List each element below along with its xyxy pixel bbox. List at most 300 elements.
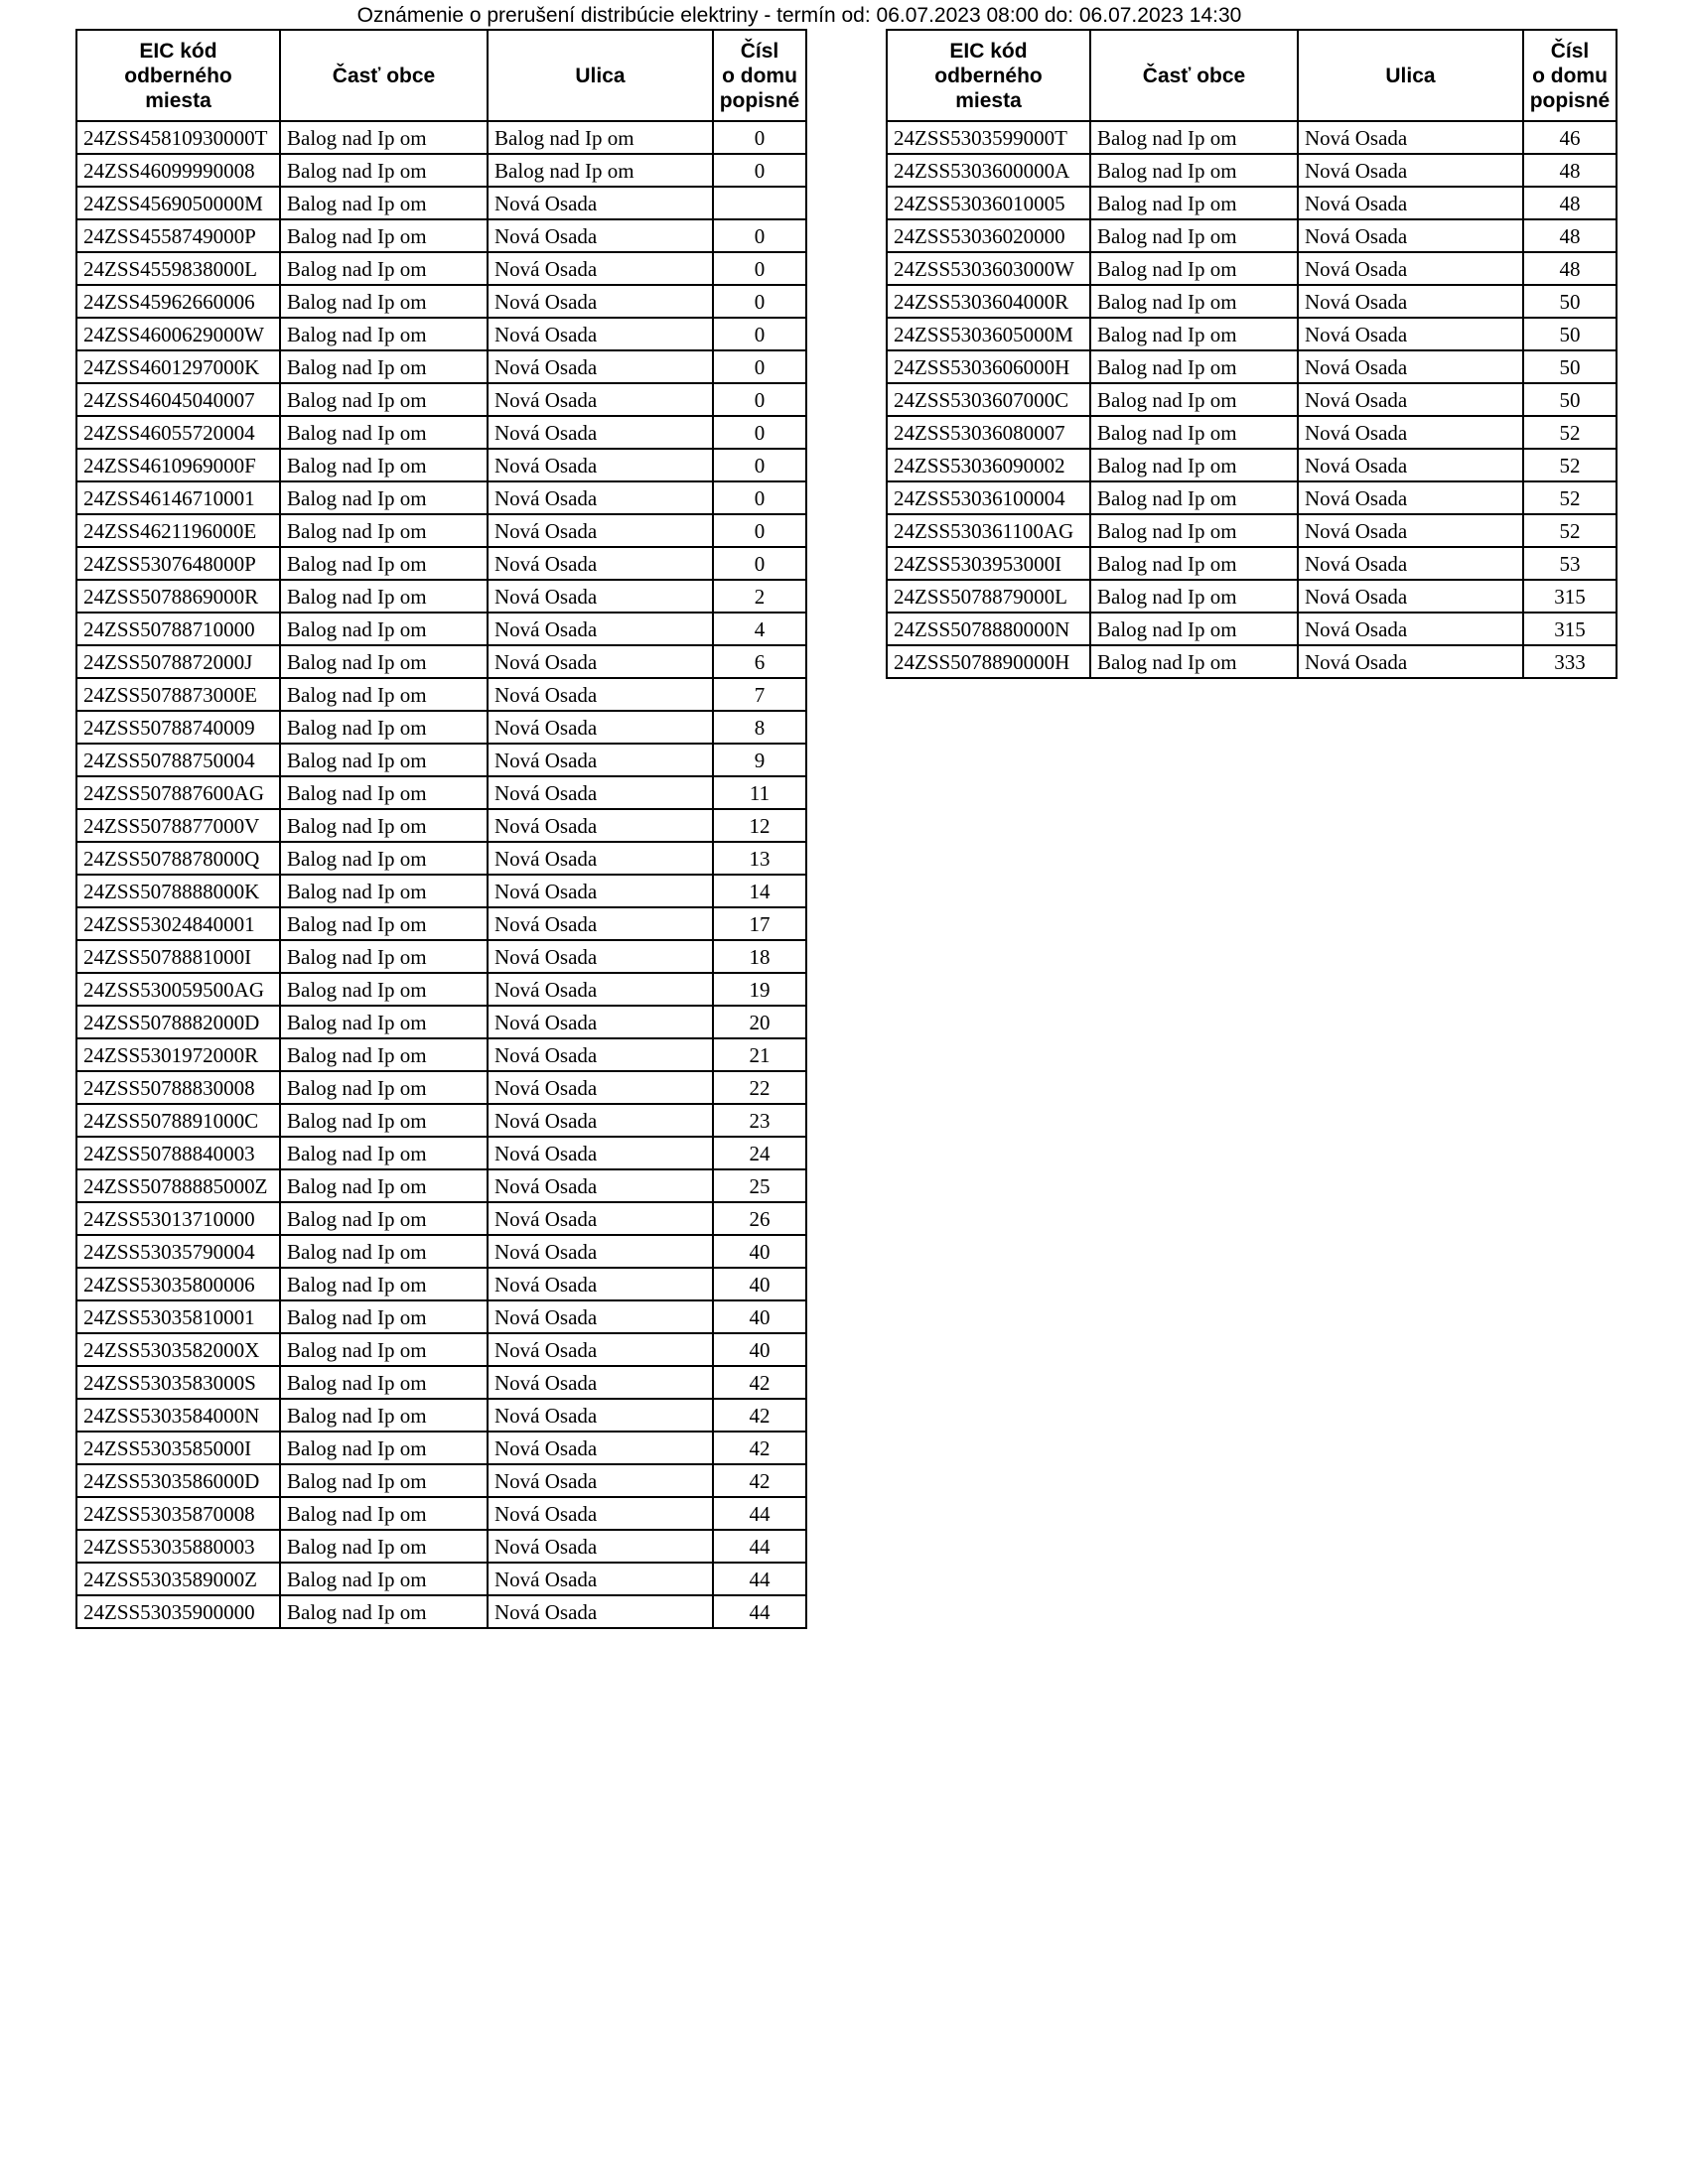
cell-street: Nová Osada bbox=[488, 1137, 713, 1169]
cell-eic: 24ZSS50788830008 bbox=[76, 1071, 280, 1104]
outage-table-left bbox=[75, 29, 807, 1629]
cell-eic: 24ZSS5303585000I bbox=[76, 1432, 280, 1464]
cell-street: Nová Osada bbox=[1298, 481, 1523, 514]
cell-number: 0 bbox=[713, 219, 806, 252]
cell-part: Balog nad Ip om bbox=[280, 1006, 488, 1038]
cell-number: 44 bbox=[713, 1563, 806, 1595]
table-row bbox=[887, 645, 1617, 678]
cell-part: Balog nad Ip om bbox=[1090, 613, 1298, 645]
cell-eic: 24ZSS53035790004 bbox=[76, 1235, 280, 1268]
cell-part: Balog nad Ip om bbox=[280, 1432, 488, 1464]
cell-eic: 24ZSS53035870008 bbox=[76, 1497, 280, 1530]
cell-street: Nová Osada bbox=[488, 285, 713, 318]
cell-eic: 24ZSS5078879000L bbox=[887, 580, 1090, 613]
cell-eic: 24ZSS46146710001 bbox=[76, 481, 280, 514]
header-part: Časť obce bbox=[1090, 30, 1298, 121]
cell-street: Nová Osada bbox=[488, 613, 713, 645]
cell-eic: 24ZSS4569050000M bbox=[76, 187, 280, 219]
cell-eic: 24ZSS4601297000K bbox=[76, 350, 280, 383]
cell-street: Nová Osada bbox=[488, 1300, 713, 1333]
cell-eic: 24ZSS530059500AG bbox=[76, 973, 280, 1006]
table-row bbox=[887, 514, 1617, 547]
cell-part: Balog nad Ip om bbox=[1090, 383, 1298, 416]
cell-number: 42 bbox=[713, 1432, 806, 1464]
cell-number: 4 bbox=[713, 613, 806, 645]
cell-eic: 24ZSS5301972000R bbox=[76, 1038, 280, 1071]
cell-part: Balog nad Ip om bbox=[1090, 514, 1298, 547]
table-row bbox=[887, 580, 1617, 613]
cell-part: Balog nad Ip om bbox=[1090, 121, 1298, 154]
table-row bbox=[76, 1235, 806, 1268]
table-row bbox=[76, 1595, 806, 1628]
cell-part: Balog nad Ip om bbox=[280, 219, 488, 252]
header-eic-line3: miesta bbox=[955, 88, 1022, 112]
cell-street: Nová Osada bbox=[1298, 154, 1523, 187]
cell-part: Balog nad Ip om bbox=[280, 809, 488, 842]
table-row bbox=[76, 1006, 806, 1038]
cell-street: Nová Osada bbox=[488, 875, 713, 907]
cell-number: 18 bbox=[713, 940, 806, 973]
cell-number: 52 bbox=[1523, 449, 1617, 481]
cell-street: Nová Osada bbox=[1298, 318, 1523, 350]
cell-street: Nová Osada bbox=[488, 1497, 713, 1530]
cell-number: 50 bbox=[1523, 350, 1617, 383]
table-row bbox=[76, 1137, 806, 1169]
cell-number: 42 bbox=[713, 1464, 806, 1497]
cell-eic: 24ZSS46055720004 bbox=[76, 416, 280, 449]
table-row bbox=[76, 1399, 806, 1432]
cell-part: Balog nad Ip om bbox=[280, 350, 488, 383]
table-row bbox=[76, 187, 806, 219]
cell-street: Nová Osada bbox=[488, 711, 713, 744]
cell-eic: 24ZSS5303604000R bbox=[887, 285, 1090, 318]
cell-part: Balog nad Ip om bbox=[280, 1268, 488, 1300]
cell-number: 40 bbox=[713, 1300, 806, 1333]
cell-number: 12 bbox=[713, 809, 806, 842]
table-row bbox=[76, 252, 806, 285]
header-street: Ulica bbox=[1298, 30, 1523, 121]
cell-number: 40 bbox=[713, 1235, 806, 1268]
cell-street: Nová Osada bbox=[1298, 285, 1523, 318]
cell-part: Balog nad Ip om bbox=[1090, 219, 1298, 252]
cell-part: Balog nad Ip om bbox=[1090, 318, 1298, 350]
header-eic-line3: miesta bbox=[145, 88, 211, 112]
cell-street: Nová Osada bbox=[488, 449, 713, 481]
cell-eic: 24ZSS5078888000K bbox=[76, 875, 280, 907]
cell-street: Nová Osada bbox=[1298, 187, 1523, 219]
cell-street: Nová Osada bbox=[488, 678, 713, 711]
cell-part: Balog nad Ip om bbox=[280, 481, 488, 514]
cell-street: Nová Osada bbox=[1298, 645, 1523, 678]
cell-street: Nová Osada bbox=[1298, 121, 1523, 154]
cell-eic: 24ZSS5303600000A bbox=[887, 154, 1090, 187]
cell-street: Nová Osada bbox=[1298, 219, 1523, 252]
cell-number: 7 bbox=[713, 678, 806, 711]
cell-street: Nová Osada bbox=[488, 1399, 713, 1432]
cell-part: Balog nad Ip om bbox=[1090, 645, 1298, 678]
cell-eic: 24ZSS5303582000X bbox=[76, 1333, 280, 1366]
cell-street: Nová Osada bbox=[488, 1202, 713, 1235]
cell-street: Nová Osada bbox=[1298, 547, 1523, 580]
cell-part: Balog nad Ip om bbox=[1090, 154, 1298, 187]
cell-eic: 24ZSS530361100AG bbox=[887, 514, 1090, 547]
cell-street: Nová Osada bbox=[488, 1333, 713, 1366]
cell-street: Nová Osada bbox=[488, 1104, 713, 1137]
cell-number: 6 bbox=[713, 645, 806, 678]
cell-eic: 24ZSS5303603000W bbox=[887, 252, 1090, 285]
cell-number: 50 bbox=[1523, 383, 1617, 416]
header-row bbox=[887, 30, 1617, 121]
cell-part: Balog nad Ip om bbox=[280, 252, 488, 285]
cell-street: Nová Osada bbox=[488, 481, 713, 514]
cell-part: Balog nad Ip om bbox=[280, 645, 488, 678]
cell-number: 2 bbox=[713, 580, 806, 613]
cell-eic: 24ZSS5307648000P bbox=[76, 547, 280, 580]
table-row bbox=[76, 547, 806, 580]
cell-number: 0 bbox=[713, 285, 806, 318]
cell-eic: 24ZSS4600629000W bbox=[76, 318, 280, 350]
cell-part: Balog nad Ip om bbox=[280, 1038, 488, 1071]
table-row bbox=[76, 318, 806, 350]
cell-number: 0 bbox=[713, 547, 806, 580]
cell-eic: 24ZSS5303589000Z bbox=[76, 1563, 280, 1595]
cell-number bbox=[713, 187, 806, 219]
cell-number: 21 bbox=[713, 1038, 806, 1071]
cell-part: Balog nad Ip om bbox=[1090, 252, 1298, 285]
cell-part: Balog nad Ip om bbox=[280, 1333, 488, 1366]
header-number-line2: o domu bbox=[722, 64, 797, 87]
cell-part: Balog nad Ip om bbox=[280, 1104, 488, 1137]
table-row bbox=[76, 514, 806, 547]
table-row bbox=[76, 1563, 806, 1595]
cell-eic: 24ZSS507887600AG bbox=[76, 776, 280, 809]
cell-number: 48 bbox=[1523, 187, 1617, 219]
cell-number: 315 bbox=[1523, 613, 1617, 645]
table-row bbox=[887, 350, 1617, 383]
cell-number: 44 bbox=[713, 1497, 806, 1530]
cell-eic: 24ZSS5078890000H bbox=[887, 645, 1090, 678]
cell-eic: 24ZSS5303586000D bbox=[76, 1464, 280, 1497]
cell-eic: 24ZSS53036100004 bbox=[887, 481, 1090, 514]
cell-eic: 24ZSS5303953000I bbox=[887, 547, 1090, 580]
cell-number: 24 bbox=[713, 1137, 806, 1169]
table-row bbox=[76, 1038, 806, 1071]
cell-street: Nová Osada bbox=[488, 940, 713, 973]
cell-eic: 24ZSS53036010005 bbox=[887, 187, 1090, 219]
cell-street: Nová Osada bbox=[488, 1530, 713, 1563]
cell-part: Balog nad Ip om bbox=[280, 187, 488, 219]
cell-part: Balog nad Ip om bbox=[280, 1137, 488, 1169]
cell-street: Nová Osada bbox=[1298, 613, 1523, 645]
cell-street: Nová Osada bbox=[488, 1169, 713, 1202]
table-row bbox=[76, 1497, 806, 1530]
cell-number: 14 bbox=[713, 875, 806, 907]
cell-street: Balog nad Ip om bbox=[488, 154, 713, 187]
table-row bbox=[76, 776, 806, 809]
cell-number: 0 bbox=[713, 481, 806, 514]
header-number-line2: o domu bbox=[1532, 64, 1608, 87]
table-row bbox=[887, 383, 1617, 416]
cell-number: 0 bbox=[713, 154, 806, 187]
header-eic-line1: EIC kód bbox=[139, 39, 217, 63]
cell-part: Balog nad Ip om bbox=[280, 613, 488, 645]
cell-number: 0 bbox=[713, 449, 806, 481]
cell-part: Balog nad Ip om bbox=[280, 383, 488, 416]
table-row bbox=[76, 940, 806, 973]
table-row bbox=[887, 416, 1617, 449]
cell-number: 48 bbox=[1523, 154, 1617, 187]
table-row bbox=[76, 1202, 806, 1235]
cell-street: Nová Osada bbox=[1298, 252, 1523, 285]
table-row bbox=[76, 121, 806, 154]
table-row bbox=[76, 449, 806, 481]
cell-part: Balog nad Ip om bbox=[1090, 350, 1298, 383]
cell-number: 8 bbox=[713, 711, 806, 744]
table-row bbox=[76, 481, 806, 514]
table-row bbox=[887, 121, 1617, 154]
header-row bbox=[76, 30, 806, 121]
cell-eic: 24ZSS5078880000N bbox=[887, 613, 1090, 645]
table-row bbox=[76, 383, 806, 416]
cell-number: 50 bbox=[1523, 285, 1617, 318]
cell-part: Balog nad Ip om bbox=[280, 875, 488, 907]
table-row bbox=[76, 416, 806, 449]
cell-eic: 24ZSS50788885000Z bbox=[76, 1169, 280, 1202]
cell-part: Balog nad Ip om bbox=[280, 449, 488, 481]
cell-number: 26 bbox=[713, 1202, 806, 1235]
table-row bbox=[887, 449, 1617, 481]
table-row bbox=[76, 1464, 806, 1497]
cell-street: Nová Osada bbox=[488, 809, 713, 842]
cell-eic: 24ZSS5303599000T bbox=[887, 121, 1090, 154]
table-row bbox=[887, 252, 1617, 285]
cell-part: Balog nad Ip om bbox=[280, 842, 488, 875]
cell-number: 42 bbox=[713, 1399, 806, 1432]
cell-number: 44 bbox=[713, 1595, 806, 1628]
cell-street: Nová Osada bbox=[488, 1006, 713, 1038]
cell-part: Balog nad Ip om bbox=[280, 1235, 488, 1268]
cell-part: Balog nad Ip om bbox=[280, 514, 488, 547]
cell-number: 333 bbox=[1523, 645, 1617, 678]
cell-part: Balog nad Ip om bbox=[280, 318, 488, 350]
header-number bbox=[1523, 30, 1617, 121]
cell-eic: 24ZSS5303605000M bbox=[887, 318, 1090, 350]
cell-eic: 24ZSS4610969000F bbox=[76, 449, 280, 481]
cell-street: Nová Osada bbox=[488, 1563, 713, 1595]
cell-eic: 24ZSS5078873000E bbox=[76, 678, 280, 711]
table-row bbox=[887, 481, 1617, 514]
cell-eic: 24ZSS5078869000R bbox=[76, 580, 280, 613]
cell-number: 42 bbox=[713, 1366, 806, 1399]
cell-number: 22 bbox=[713, 1071, 806, 1104]
cell-street: Nová Osada bbox=[1298, 350, 1523, 383]
cell-street: Nová Osada bbox=[488, 1595, 713, 1628]
table-row bbox=[76, 744, 806, 776]
cell-street: Nová Osada bbox=[488, 1268, 713, 1300]
cell-part: Balog nad Ip om bbox=[280, 1563, 488, 1595]
cell-street: Nová Osada bbox=[488, 1038, 713, 1071]
cell-street: Nová Osada bbox=[1298, 383, 1523, 416]
cell-street: Nová Osada bbox=[488, 842, 713, 875]
table-row bbox=[76, 1366, 806, 1399]
table-row bbox=[887, 613, 1617, 645]
cell-street: Nová Osada bbox=[488, 416, 713, 449]
cell-street: Nová Osada bbox=[488, 907, 713, 940]
cell-street: Nová Osada bbox=[1298, 449, 1523, 481]
cell-number: 0 bbox=[713, 416, 806, 449]
table-row bbox=[887, 219, 1617, 252]
cell-number: 0 bbox=[713, 383, 806, 416]
cell-eic: 24ZSS5078882000D bbox=[76, 1006, 280, 1038]
cell-eic: 24ZSS46045040007 bbox=[76, 383, 280, 416]
cell-eic: 24ZSS53024840001 bbox=[76, 907, 280, 940]
cell-eic: 24ZSS5303607000C bbox=[887, 383, 1090, 416]
table-row bbox=[76, 645, 806, 678]
cell-part: Balog nad Ip om bbox=[280, 711, 488, 744]
cell-number: 46 bbox=[1523, 121, 1617, 154]
cell-part: Balog nad Ip om bbox=[280, 744, 488, 776]
cell-number: 20 bbox=[713, 1006, 806, 1038]
cell-number: 40 bbox=[713, 1268, 806, 1300]
table-row bbox=[76, 613, 806, 645]
cell-eic: 24ZSS5078878000Q bbox=[76, 842, 280, 875]
header-eic-line1: EIC kód bbox=[949, 39, 1028, 63]
cell-street: Nová Osada bbox=[488, 580, 713, 613]
table-row bbox=[887, 154, 1617, 187]
cell-part: Balog nad Ip om bbox=[280, 285, 488, 318]
table-row bbox=[76, 809, 806, 842]
cell-eic: 24ZSS53035800006 bbox=[76, 1268, 280, 1300]
cell-part: Balog nad Ip om bbox=[1090, 416, 1298, 449]
cell-eic: 24ZSS53035810001 bbox=[76, 1300, 280, 1333]
cell-street: Nová Osada bbox=[488, 187, 713, 219]
cell-street: Nová Osada bbox=[488, 547, 713, 580]
cell-part: Balog nad Ip om bbox=[280, 547, 488, 580]
table-row bbox=[76, 1071, 806, 1104]
table-row bbox=[76, 678, 806, 711]
cell-street: Nová Osada bbox=[488, 219, 713, 252]
cell-street: Nová Osada bbox=[488, 252, 713, 285]
cell-eic: 24ZSS5078877000V bbox=[76, 809, 280, 842]
cell-number: 19 bbox=[713, 973, 806, 1006]
cell-number: 48 bbox=[1523, 219, 1617, 252]
cell-part: Balog nad Ip om bbox=[280, 1497, 488, 1530]
table-row bbox=[76, 1169, 806, 1202]
cell-part: Balog nad Ip om bbox=[280, 1300, 488, 1333]
table-row bbox=[76, 1104, 806, 1137]
cell-eic: 24ZSS46099990008 bbox=[76, 154, 280, 187]
cell-street: Nová Osada bbox=[488, 1235, 713, 1268]
cell-part: Balog nad Ip om bbox=[280, 940, 488, 973]
cell-number: 9 bbox=[713, 744, 806, 776]
cell-street: Nová Osada bbox=[488, 776, 713, 809]
table-row bbox=[887, 547, 1617, 580]
cell-eic: 24ZSS50788750004 bbox=[76, 744, 280, 776]
cell-number: 0 bbox=[713, 514, 806, 547]
cell-street: Nová Osada bbox=[488, 973, 713, 1006]
cell-part: Balog nad Ip om bbox=[280, 1169, 488, 1202]
cell-eic: 24ZSS50788840003 bbox=[76, 1137, 280, 1169]
table-row bbox=[76, 875, 806, 907]
cell-part: Balog nad Ip om bbox=[280, 1595, 488, 1628]
cell-eic: 24ZSS5303584000N bbox=[76, 1399, 280, 1432]
cell-part: Balog nad Ip om bbox=[280, 1366, 488, 1399]
cell-street: Nová Osada bbox=[488, 744, 713, 776]
cell-part: Balog nad Ip om bbox=[280, 416, 488, 449]
cell-eic: 24ZSS53036080007 bbox=[887, 416, 1090, 449]
cell-eic: 24ZSS5078891000C bbox=[76, 1104, 280, 1137]
cell-street: Nová Osada bbox=[488, 645, 713, 678]
cell-street: Nová Osada bbox=[488, 1464, 713, 1497]
cell-number: 25 bbox=[713, 1169, 806, 1202]
table-row bbox=[76, 1432, 806, 1464]
cell-eic: 24ZSS4559838000L bbox=[76, 252, 280, 285]
cell-eic: 24ZSS53035900000 bbox=[76, 1595, 280, 1628]
cell-eic: 24ZSS4558749000P bbox=[76, 219, 280, 252]
cell-part: Balog nad Ip om bbox=[1090, 285, 1298, 318]
cell-eic: 24ZSS4621196000E bbox=[76, 514, 280, 547]
header-part: Časť obce bbox=[280, 30, 488, 121]
cell-number: 40 bbox=[713, 1333, 806, 1366]
cell-part: Balog nad Ip om bbox=[280, 1071, 488, 1104]
table-row bbox=[887, 285, 1617, 318]
cell-part: Balog nad Ip om bbox=[1090, 187, 1298, 219]
cell-number: 48 bbox=[1523, 252, 1617, 285]
cell-street: Nová Osada bbox=[1298, 514, 1523, 547]
header-number bbox=[713, 30, 806, 121]
cell-eic: 24ZSS5078881000I bbox=[76, 940, 280, 973]
cell-number: 52 bbox=[1523, 481, 1617, 514]
cell-eic: 24ZSS50788710000 bbox=[76, 613, 280, 645]
cell-street: Nová Osada bbox=[488, 1071, 713, 1104]
cell-part: Balog nad Ip om bbox=[1090, 580, 1298, 613]
cell-street: Nová Osada bbox=[488, 1366, 713, 1399]
header-number-line1: Čísl bbox=[740, 39, 779, 63]
cell-number: 50 bbox=[1523, 318, 1617, 350]
cell-eic: 24ZSS45810930000T bbox=[76, 121, 280, 154]
table-row bbox=[76, 973, 806, 1006]
header-eic-line2: odberného bbox=[934, 64, 1043, 87]
header-eic bbox=[887, 30, 1090, 121]
cell-eic: 24ZSS5303583000S bbox=[76, 1366, 280, 1399]
cell-part: Balog nad Ip om bbox=[280, 1202, 488, 1235]
header-eic bbox=[76, 30, 280, 121]
page-title: Oznámenie o prerušení distribúcie elektriny - termín od: 06.07.2023 08:00 do: 06.07.2023 14:30 bbox=[356, 4, 1242, 27]
cell-part: Balog nad Ip om bbox=[1090, 449, 1298, 481]
header-number-line3: popisné bbox=[719, 88, 800, 112]
cell-part: Balog nad Ip om bbox=[1090, 547, 1298, 580]
table-row bbox=[76, 1300, 806, 1333]
cell-part: Balog nad Ip om bbox=[280, 678, 488, 711]
header-street: Ulica bbox=[488, 30, 713, 121]
cell-part: Balog nad Ip om bbox=[1090, 481, 1298, 514]
cell-number: 315 bbox=[1523, 580, 1617, 613]
cell-number: 52 bbox=[1523, 416, 1617, 449]
cell-number: 44 bbox=[713, 1530, 806, 1563]
cell-street: Nová Osada bbox=[1298, 416, 1523, 449]
cell-part: Balog nad Ip om bbox=[280, 154, 488, 187]
cell-eic: 24ZSS53013710000 bbox=[76, 1202, 280, 1235]
table-row bbox=[887, 187, 1617, 219]
cell-eic: 24ZSS53035880003 bbox=[76, 1530, 280, 1563]
cell-eic: 24ZSS5303606000H bbox=[887, 350, 1090, 383]
cell-street: Nová Osada bbox=[488, 383, 713, 416]
cell-eic: 24ZSS53036090002 bbox=[887, 449, 1090, 481]
cell-number: 0 bbox=[713, 350, 806, 383]
cell-eic: 24ZSS5078872000J bbox=[76, 645, 280, 678]
cell-part: Balog nad Ip om bbox=[280, 907, 488, 940]
header-number-line1: Čísl bbox=[1550, 39, 1590, 63]
